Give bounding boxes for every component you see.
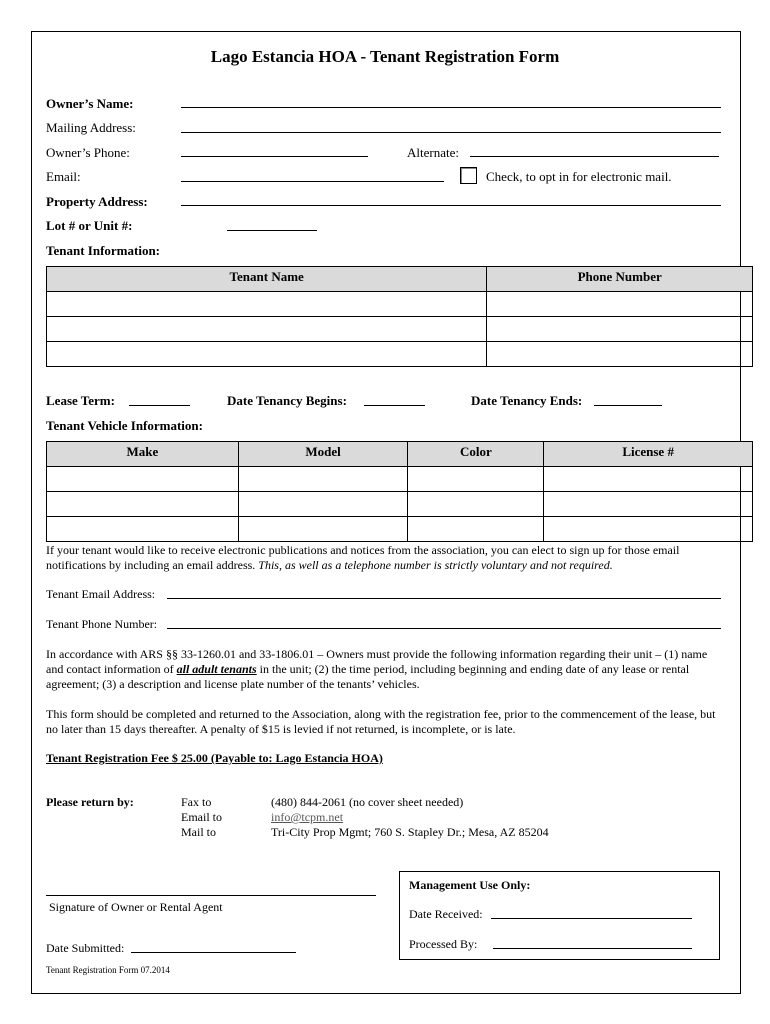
table-row (47, 517, 753, 542)
license-cell[interactable] (544, 467, 753, 492)
voluntary-note: This, as well as a telephone number is strictly voluntary and not required. (258, 558, 613, 572)
form-footer: Tenant Registration Form 07.2014 (46, 965, 170, 975)
processed-by-label: Processed By: (409, 937, 478, 951)
alternate-phone-field[interactable] (470, 156, 719, 157)
tenant-phone-label: Tenant Phone Number: (46, 617, 158, 631)
ars-paragraph (46, 647, 726, 692)
completion-note: This form should be completed and returned to the Association, along with the registration fee, prior to the commencement of the lease, but no later than 15 days thereafter. A penalty of $15 is levied if not returned, is incomplete, or is late. (46, 707, 716, 736)
signature-field[interactable] (46, 895, 376, 896)
tenant-name-cell[interactable] (47, 292, 487, 317)
lease-term-label: Lease Term: (46, 393, 115, 408)
column-header: Color (408, 442, 544, 467)
model-cell[interactable] (238, 492, 408, 517)
date-received-label: Date Received: (409, 907, 483, 921)
date-submitted-field[interactable] (131, 952, 296, 953)
email-method: Email to (181, 810, 222, 824)
page-title: Lago Estancia HOA - Tenant Registration Form (210, 47, 560, 66)
date-submitted-label: Date Submitted: (46, 941, 125, 955)
return-by-label: Please return by: (46, 795, 134, 809)
vehicle-table-header (47, 442, 753, 467)
tenant-table-header (47, 267, 753, 292)
adult-tenants-emphasis: all adult tenants (176, 662, 257, 676)
property-address-field[interactable] (181, 205, 721, 206)
model-cell[interactable] (238, 517, 408, 542)
table-row (47, 292, 753, 317)
make-cell[interactable] (47, 467, 239, 492)
tenancy-begins-field[interactable] (364, 405, 425, 406)
email-label: Email: (46, 169, 81, 184)
tenant-email-label: Tenant Email Address: (46, 587, 156, 601)
mailing-address-field[interactable] (181, 132, 721, 133)
tenancy-ends-label: Date Tenancy Ends: (471, 393, 583, 408)
table-row (47, 342, 753, 367)
license-cell[interactable] (544, 517, 753, 542)
tenant-email-field[interactable] (167, 598, 721, 599)
tenant-phone-field[interactable] (167, 628, 721, 629)
electronic-notice-paragraph (46, 543, 726, 573)
signature-label: Signature of Owner or Rental Agent (49, 900, 223, 914)
owner-phone-label: Owner’s Phone: (46, 145, 130, 160)
email-field[interactable] (181, 181, 444, 182)
ars-text-after: in the unit; (2) the time period, including beginning and ending date of any lease or rental agreement; (3) a description and license plate number of the tenants’ vehicles. (46, 662, 690, 691)
column-header: Make (47, 442, 239, 467)
tenancy-begins-label: Date Tenancy Begins: (227, 393, 347, 408)
management-use-box (399, 871, 720, 960)
column-header: Phone Number (487, 267, 753, 292)
mailing-address: Tri-City Prop Mgmt; 760 S. Stapley Dr.; Mesa, AZ 85204 (271, 825, 549, 839)
phone-number-cell[interactable] (487, 342, 753, 367)
vehicle-table (46, 441, 753, 542)
tenant-info-heading: Tenant Information: (46, 243, 161, 258)
optin-label: Check, to opt in for electronic mail. (486, 169, 672, 184)
table-row (47, 467, 753, 492)
electronic-notice-text: If your tenant would like to receive electronic publications and notices from the association, you can elect to sign up for those email notifications by including an email address. (46, 543, 680, 572)
column-header: Model (238, 442, 408, 467)
color-cell[interactable] (408, 492, 544, 517)
vehicle-info-heading: Tenant Vehicle Information: (46, 418, 203, 433)
electronic-mail-optin-checkbox[interactable] (460, 167, 477, 184)
tenancy-ends-field[interactable] (594, 405, 662, 406)
tenant-name-cell[interactable] (47, 342, 487, 367)
owner-name-label: Owner’s Name: (46, 96, 134, 111)
color-cell[interactable] (408, 467, 544, 492)
table-row (47, 317, 753, 342)
column-header: Tenant Name (47, 267, 487, 292)
date-received-field[interactable] (491, 918, 692, 919)
lot-unit-label: Lot # or Unit #: (46, 218, 133, 233)
owner-phone-field[interactable] (181, 156, 368, 157)
phone-number-cell[interactable] (487, 292, 753, 317)
owner-name-field[interactable] (181, 107, 721, 108)
color-cell[interactable] (408, 517, 544, 542)
registration-fee: Tenant Registration Fee $ 25.00 (Payable to: Lago Estancia HOA) (46, 751, 383, 765)
model-cell[interactable] (238, 467, 408, 492)
lease-term-field[interactable] (129, 405, 190, 406)
license-cell[interactable] (544, 492, 753, 517)
property-address-label: Property Address: (46, 194, 148, 209)
phone-number-cell[interactable] (487, 317, 753, 342)
make-cell[interactable] (47, 517, 239, 542)
email-link[interactable]: info@tcpm.net (271, 810, 344, 824)
fax-number: (480) 844-2061 (no cover sheet needed) (271, 795, 464, 809)
tenant-name-cell[interactable] (47, 317, 487, 342)
fax-method: Fax to (181, 795, 212, 809)
tenant-table (46, 266, 753, 367)
mailing-address-label: Mailing Address: (46, 120, 136, 135)
mail-method: Mail to (181, 825, 216, 839)
ars-text-before: In accordance with ARS §§ 33-1260.01 and 33-1806.01 – Owners must provide the following information regarding their unit – (1) name and contact information of (46, 647, 708, 676)
table-row (47, 492, 753, 517)
make-cell[interactable] (47, 492, 239, 517)
management-heading: Management Use Only: (409, 878, 531, 892)
alternate-phone-label: Alternate: (407, 145, 459, 160)
lot-unit-field[interactable] (227, 230, 317, 231)
column-header: License # (544, 442, 753, 467)
processed-by-field[interactable] (493, 948, 692, 949)
